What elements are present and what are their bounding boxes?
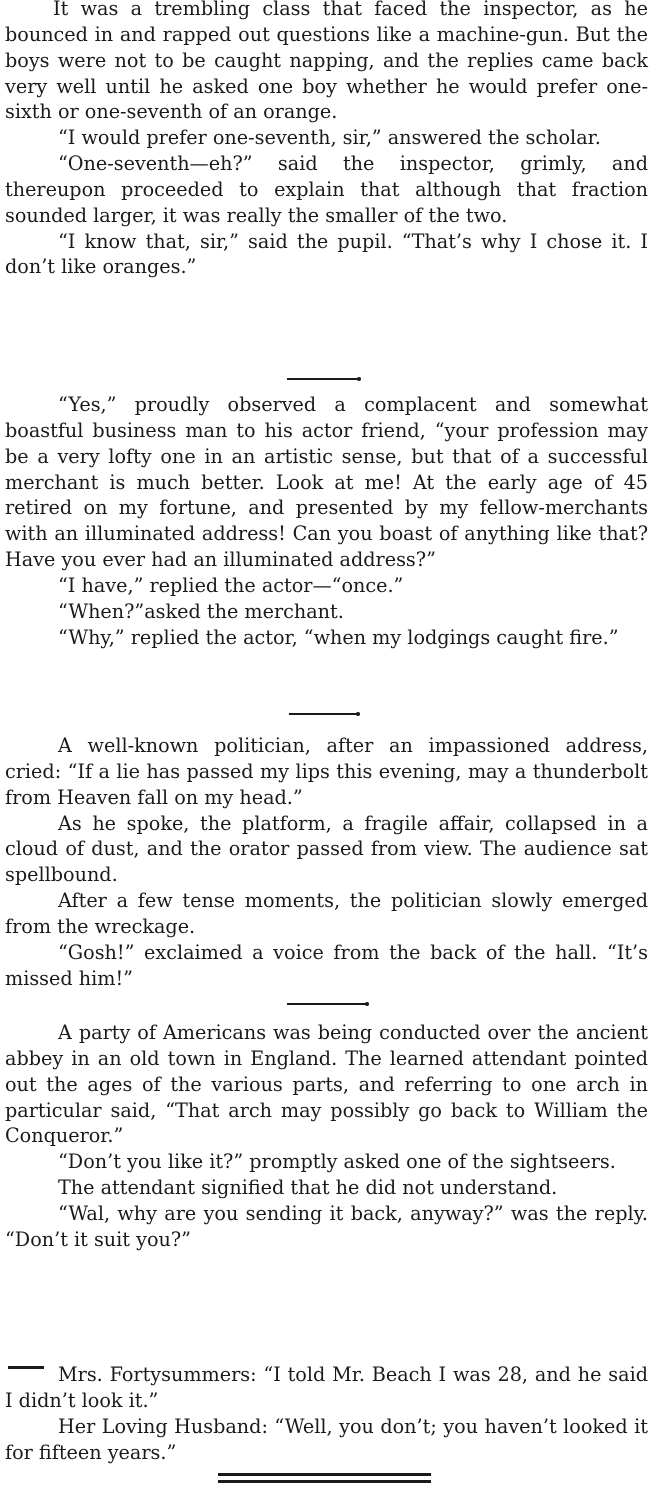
story-paragraph: The attendant signified that he did not understand. bbox=[58, 1176, 558, 1200]
story-paragraph: “Don’t you like it?” promptly asked one of the sightseers. bbox=[58, 1150, 616, 1174]
story-paragraph: “Why,” replied the actor, “when my lodgings caught fire.” bbox=[58, 625, 619, 649]
story-paragraph: “Gosh!” exclaimed a voice from the back of the hall. “It’s missed him!” bbox=[5, 940, 648, 990]
section-divider bbox=[287, 378, 358, 380]
story-paragraph: “I would prefer one-seventh, sir,” answered the scholar. bbox=[58, 126, 601, 150]
story-paragraph: “I have,” replied the actor—“once.” bbox=[58, 573, 404, 597]
story-paragraph: “When?”asked the merchant. bbox=[58, 599, 344, 623]
story-paragraph: Her Loving Husband: “Well, you don’t; you haven’t looked it for fifteen years.” bbox=[5, 1414, 648, 1464]
story-inspector bbox=[5, 0, 648, 280]
story-paragraph: Mrs. Fortysummers: “I told Mr. Beach I was 28, and he said I didn’t look it.” bbox=[5, 1363, 648, 1412]
story-paragraph: It was a trembling class that faced the inspector, as he bounced in and rapped out questions like a machine-gun. But the boys were not to be caught napping, and the replies came back very well until he asked one boy whether he would prefer one-sixth or one-seventh of an orange. bbox=[5, 0, 648, 124]
story-paragraph: As he spoke, the platform, a fragile affair, collapsed in a cloud of dust, and the orator passed from view. The audience sat spellbound. bbox=[5, 811, 648, 887]
story-paragraph: “One-seventh—eh?” said the inspector, grimly, and thereupon proceeded to explain that although that fraction sounded larger, it was really the smaller of the two. bbox=[5, 152, 648, 227]
end-rule bbox=[218, 1480, 431, 1483]
story-actor bbox=[5, 392, 648, 650]
story-politician bbox=[5, 733, 648, 991]
story-paragraph: A party of Americans was being conducted over the ancient abbey in an old town in England. The learned attendant pointed out the ages of the various parts, and referring to one arch in particular said, “That arch may possibly go back to William the Conqueror.” bbox=[5, 1021, 648, 1148]
story-paragraph: “Yes,” proudly observed a complacent and somewhat boastful business man to his actor friend, “your profession may be a very lofty one in an artistic sense, but that of a successful merchant is much better. Look at me! At the early age of 45 retired on my fortune, and presented by my fellow-merchants with an illuminated address! Can you boast of anything like that? Have you ever had an illuminated address?” bbox=[5, 393, 648, 572]
section-divider bbox=[287, 1003, 366, 1005]
story-fortysummers bbox=[5, 1362, 648, 1465]
story-abbey bbox=[5, 1020, 648, 1253]
story-paragraph: “I know that, sir,” said the pupil. “That’s why I chose it. I don’t like oranges.” bbox=[5, 229, 648, 279]
section-divider bbox=[289, 713, 357, 715]
end-rule bbox=[218, 1473, 431, 1476]
story-paragraph: A well-known politician, after an impassioned address, cried: “If a lie has passed my lips this evening, may a thunderbolt from Heaven fall on my head.” bbox=[5, 734, 648, 809]
story-paragraph: “Wal, why are you sending it back, anyway?” was the reply. “Don’t it suit you?” bbox=[5, 1201, 648, 1251]
story-paragraph: After a few tense moments, the politician slowly emerged from the wreckage. bbox=[5, 889, 648, 938]
